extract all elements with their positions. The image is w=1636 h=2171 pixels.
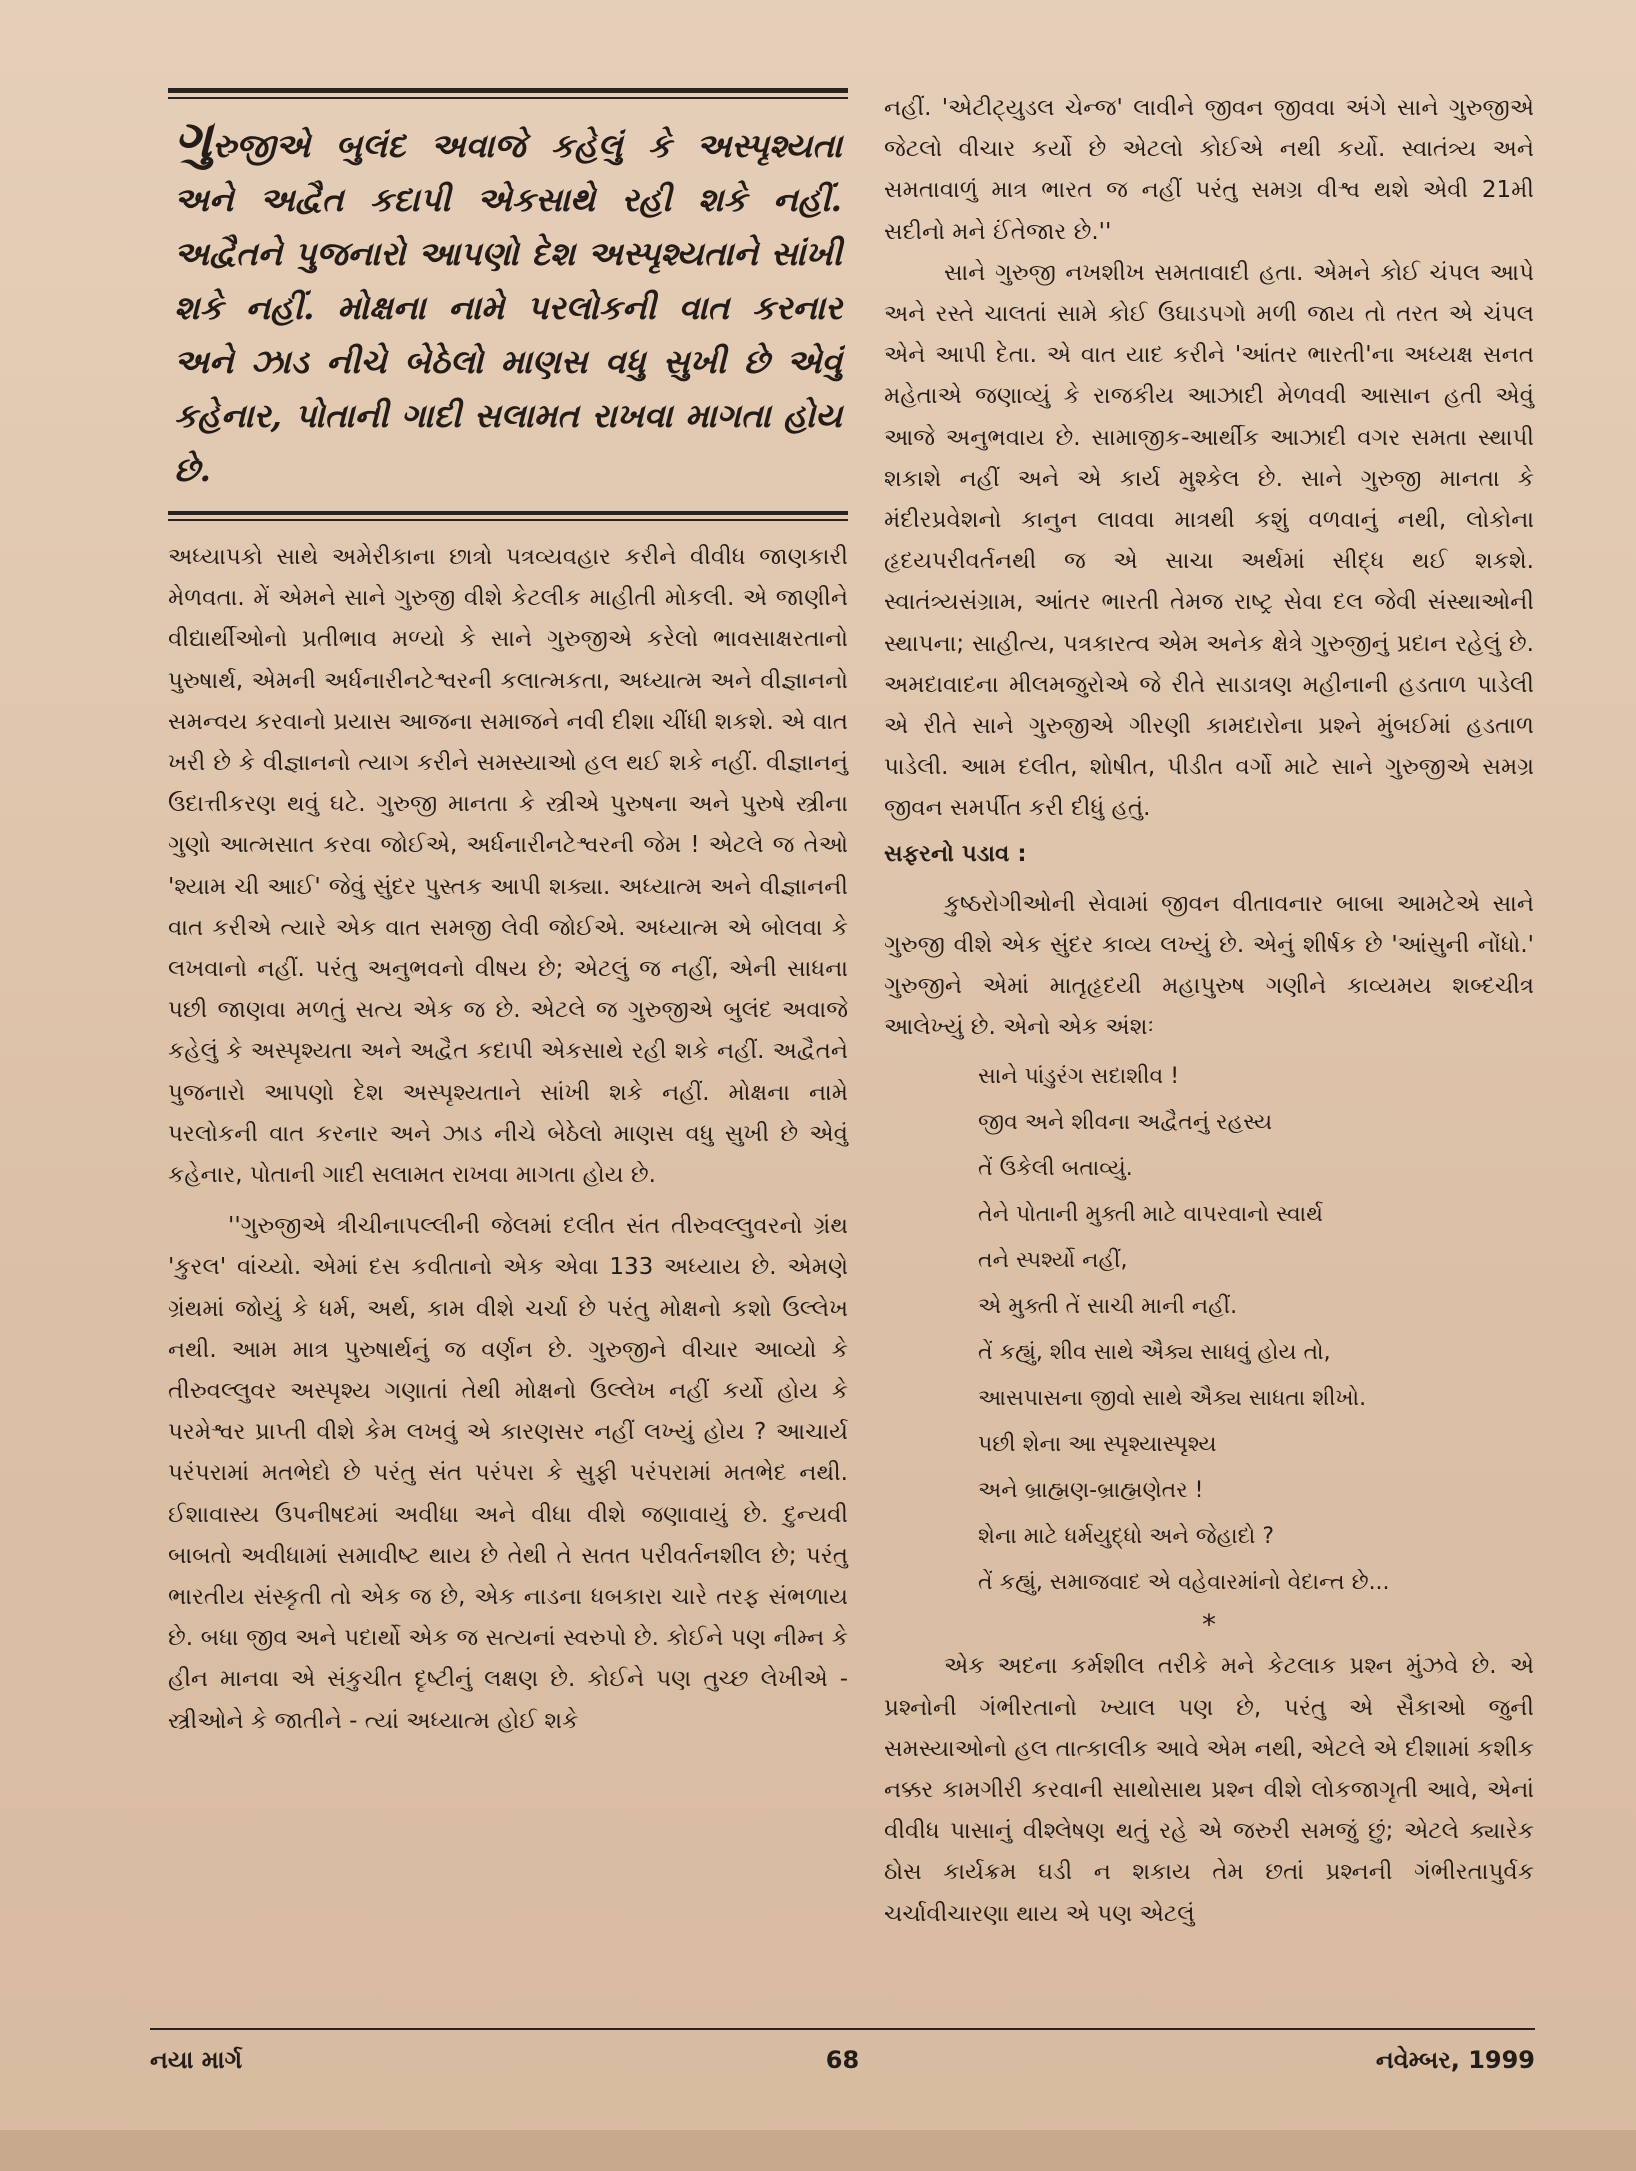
poem-line: તેને પોતાની મુક્તી માટે વાપરવાનો સ્વાર્થ bbox=[978, 1202, 1323, 1228]
scan-bottom-edge bbox=[0, 2130, 1636, 2171]
left-paragraph-2: ''ગુરુજીએ ત્રીચીનાપલ્લીની જેલમાં દલીત સંત તીરુવલ્લુવરનો ગ્રંથ 'કુરલ' વાંચ્યો. એમાં દસ કવીતાનો એક એવા 133 અધ્યાય છે. એમણે ગ્રંથમાં જોયું કે ધર્મ, અર્થ, કામ વીશે ચર્ચા છે પરંતુ મોક્ષનો કશો ઉલ્લેખ નથી. આમ માત્ર પુરુષાર્થનું જ વર્ણન છે. ગુરુજીને વીચાર આવ્યો કે તીરુવલ્લુવર અસ્પૃશ્ય ગણાતાં તેથી મોક્ષનો ઉલ્લેખ નહીં કર્યો હોય કે પરમેશ્વર પ્રાપ્તી વીશે કેમ લખવું એ કારણસર નહીં લખ્યું હોય ? આચાર્ય પરંપરામાં મતભેદો છે પરંતુ સંત પરંપરા કે સુફી પરંપરામાં મતભેદ નથી. ઈશાવાસ્ય ઉપનીષદમાં અવીધા અને વીધા વીશે જણાવાયું છે. દુન્યવી બાબતો અવીધામાં સમાવીષ્ટ થાય છે તેથી તે સતત પરીવર્તનશીલ છે; પરંતુ ભારતીય સંસ્કૃતી તો એક જ છે, એક નાડના ધબકારા ચારે તરફ સંભળાય છે. બધા જીવ અને પદાર્થો એક જ સત્યનાં સ્વરુપો છે. કોઈને પણ નીમ્ન કે હીન માનવા એ સંકુચીત દૃષ્ટીનું લક્ષણ છે. કોઈને પણ તુચ્છ લેખીએ - સ્ત્રીઓને કે જાતીને - ત્યાં અધ્યાત્મ હોઈ શકે bbox=[168, 1213, 848, 1734]
right-paragraph-2: સાને ગુરુજી નખશીખ સમતાવાદી હતા. એમને કોઈ ચંપલ આપે અને રસ્તે ચાલતાં સામે કોઈ ઉઘાડપગો મળી જાય તો તરત એ ચંપલ એને આપી દેતા. એ વાત યાદ કરીને 'આંતર ભારતી'ના અધ્યક્ષ સનત મહેતાએ જણાવ્યું કે રાજકીય આઝાદી મેળવવી આસાન હતી એવું આજે અનુભવાય છે. સામાજીક-આર્થીક આઝાદી વગર સમતા સ્થાપી શકાશે નહીં અને એ કાર્ય મુશ્કેલ છે. સાને ગુરુજી માનતા કે મંદીરપ્રવેશનો કાનુન લાવવા માત્રથી કશું વળવાનું નથી, લોકોના હૃદયપરીવર્તનથી જ એ સાચા અર્થમાં સીદ્ધ થઈ શકશે. સ્વાતંત્ર્યસંગ્રામ, આંતર ભારતી તેમજ રાષ્ટ્ર સેવા દલ જેવી સંસ્થાઓની સ્થાપના; સાહીત્ય, પત્રકારત્વ એમ અનેક ક્ષેત્રે ગુરુજીનું પ્રદાન રહેલું છે. અમદાવાદના મીલમજુરોએ જે રીતે સાડાત્રણ મહીનાની હડતાળ પાડેલી એ રીતે સાને ગુરુજીએ ગીરણી કામદારોના પ્રશ્ને મુંબઈમાં હડતાળ પાડેલી. આમ દલીત, શોષીત, પીડીત વર્ગો માટે સાને ગુરુજીએ સમગ્ર જીવન સમર્પીત કરી દીધું હતું. bbox=[884, 259, 1534, 822]
pullquote-bottom-rule-thin bbox=[168, 519, 848, 521]
poem-excerpt bbox=[884, 1054, 1534, 1606]
poem-line: અને બ્રાહ્મણ-બ્રાહ્મણેતર ! bbox=[978, 1478, 1204, 1504]
page-number: 68 bbox=[825, 2046, 860, 2074]
right-paragraph-4: એક અદના કર્મશીલ તરીકે મને કેટલાક પ્રશ્ન મુંઝવે છે. એ પ્રશ્નોની ગંભીરતાનો ખ્યાલ પણ છે, પરંતુ એ સૈકાઓ જુની સમસ્યાઓનો હલ તાત્કાલીક આવે એમ નથી, એટલે એ દીશામાં કશીક નક્કર કામગીરી કરવાની સાથોસાથ પ્રશ્ન વીશે લોકજાગૃતી આવે, એનાં વીવીધ પાસાનું વીશ્લેષણ થતું રહે એ જરુરી સમજું છું; એટલે ક્યારેક ઠોસ કાર્યક્રમ ઘડી ન શકાય તેમ છતાં પ્રશ્નની ગંભીરતાપુર્વક ચર્ચાવીચારણા થાય એ પણ એટલું bbox=[884, 1653, 1534, 1927]
pullquote bbox=[168, 99, 848, 505]
right-paragraph-1: નહીં. 'એટીટ્યુડલ ચેન્જ' લાવીને જીવન જીવવા અંગે સાને ગુરુજીએ જેટલો વીચાર કર્યો છે એટલો કોઈએ નથી કર્યો. સ્વાતંત્ર્ય અને સમતાવાળું માત્ર ભારત જ નહીં પરંતુ સમગ્ર વીશ્વ થશે એવી 21મી સદીનો મને ઈંતેજાર છે.'' bbox=[884, 95, 1534, 245]
poem-line: આસપાસના જીવો સાથે ઐક્ય સાધતા શીખો. bbox=[978, 1386, 1367, 1412]
poem-line: તેં કહ્યું, શીવ સાથે ઐક્ય સાધવું હોય તો, bbox=[978, 1340, 1331, 1366]
left-column bbox=[168, 88, 848, 1742]
right-paragraph-3: કુષ્ઠરોગીઓની સેવામાં જીવન વીતાવનાર બાબા આમટેએ સાને ગુરુજી વીશે એક સુંદર કાવ્ય લખ્યું છે. એનું શીર્ષક છે 'આંસુની નોંધો.' ગુરુજીને એમાં માતૃહૃદયી મહાપુરુષ ગણીને કાવ્યમય શબ્દચીત્ર આલેખ્યું છે. એનો એક અંશઃ bbox=[884, 890, 1534, 1041]
section-separator: * bbox=[1202, 1608, 1216, 1642]
magazine-name: નયા માર્ગ bbox=[150, 2046, 243, 2074]
poem-line: તેં ઉકેલી બતાવ્યું. bbox=[978, 1156, 1133, 1182]
poem-line: તેં કહ્યું, સમાજવાદ એ વહેવારમાંનો વેદાન્ત છે... bbox=[978, 1570, 1390, 1596]
issue-date: નવેમ્બર, 1999 bbox=[1375, 2046, 1535, 2074]
poem-line: એ મુક્તી તેં સાચી માની નહીં. bbox=[978, 1294, 1238, 1320]
poem-line: જીવ અને શીવના અદ્વૈતનું રહસ્ય bbox=[978, 1110, 1273, 1136]
right-column bbox=[884, 88, 1534, 1935]
section-heading: સફરનો પડાવ : bbox=[884, 840, 1027, 867]
pullquote-bottom-rule bbox=[168, 511, 848, 515]
left-paragraph-1: અધ્યાપકો સાથે અમેરીકાના છાત્રો પત્રવ્યવહાર કરીને વીવીધ જાણકારી મેળવતા. મેં એમને સાને ગુરુજી વીશે કેટલીક માહીતી મોકલી. એ જાણીને વીદ્યાર્થીઓનો પ્રતીભાવ મળ્યો કે સાને ગુરુજીએ કરેલો ભાવસાક્ષરતાનો પુરુષાર્થ, એમની અર્ધનારીનટેશ્વરની કલાત્મકતા, અધ્યાત્મ અને વીજ્ઞાનનો સમન્વય કરવાનો પ્રયાસ આજના સમાજને નવી દીશા ચીંધી શકશે. એ વાત ખરી છે કે વીજ્ઞાનનો ત્યાગ કરીને સમસ્યાઓ હલ થઈ શકે નહીં. વીજ્ઞાનનું ઉદાત્તીકરણ થવું ઘટે. ગુરુજી માનતા કે સ્ત્રીએ પુરુષના અને પુરુષે સ્ત્રીના ગુણો આત્મસાત કરવા જોઈએ, અર્ધનારીનટેશ્વરની જેમ ! એટલે જ તેઓ 'શ્યામ ચી આઈ' જેવું સુંદર પુસ્તક આપી શક્યા. અધ્યાત્મ અને વીજ્ઞાનની વાત કરીએ ત્યારે એક વાત સમજી લેવી જોઈએ. અધ્યાત્મ એ બોલવા કે લખવાનો નહીં. પરંતુ અનુભવનો વીષય છે; એટલું જ નહીં, એની સાધના પછી જાણવા મળતું સત્ય એક જ છે. એટલે જ ગુરુજીએ બુલંદ અવાજે કહેલું કે અસ્પૃશ્યતા અને અદ્વૈત કદાપી એકસાથે રહી શકે નહીં. અદ્વૈતને પુજનારો આપણો દેશ અસ્પૃશ્યતાને સાંખી શકે નહીં. મોક્ષના નામે પરલોકની વાત કરનાર અને ઝાડ નીચે બેઠેલો માણસ વધુ સુખી છે એવું કહેનાર, પોતાની ગાદી સલામત રાખવા માગતા હોય છે. bbox=[168, 544, 848, 1189]
poem-line: શેના માટે ધર્મયુદ્ધો અને જેહાદો ? bbox=[978, 1524, 1275, 1550]
poem-line: પછી શેના આ સ્પૃશ્યાસ્પૃશ્ય bbox=[978, 1432, 1217, 1458]
pullquote-top-rule bbox=[168, 88, 848, 93]
pullquote-dropcap: ગુ bbox=[174, 109, 212, 170]
page-footer bbox=[150, 2046, 1535, 2086]
poem-line: તને સ્પર્શ્યો નહીં, bbox=[978, 1248, 1128, 1274]
footer-rule bbox=[150, 2028, 1535, 2030]
poem-line: સાને પાંડુરંગ સદાશીવ ! bbox=[978, 1064, 1180, 1090]
pullquote-text: રુજીએ બુલંદ અવાજે કહેલું કે અસ્પૃશ્યતા અને અદ્વૈત કદાપી એકસાથે રહી શકે નહીં. અદ્વૈતને પુજનારો આપણો દેશ અસ્પૃશ્યતાને સાંખી શકે નહીં. મોક્ષના નામે પરલોકની વાત કરનાર અને ઝાડ નીચે બેઠેલો માણસ વધુ સુખી છે એવું કહેનાર, પોતાની ગાદી સલામત રાખવા માગતા હોય છે. bbox=[174, 126, 842, 489]
